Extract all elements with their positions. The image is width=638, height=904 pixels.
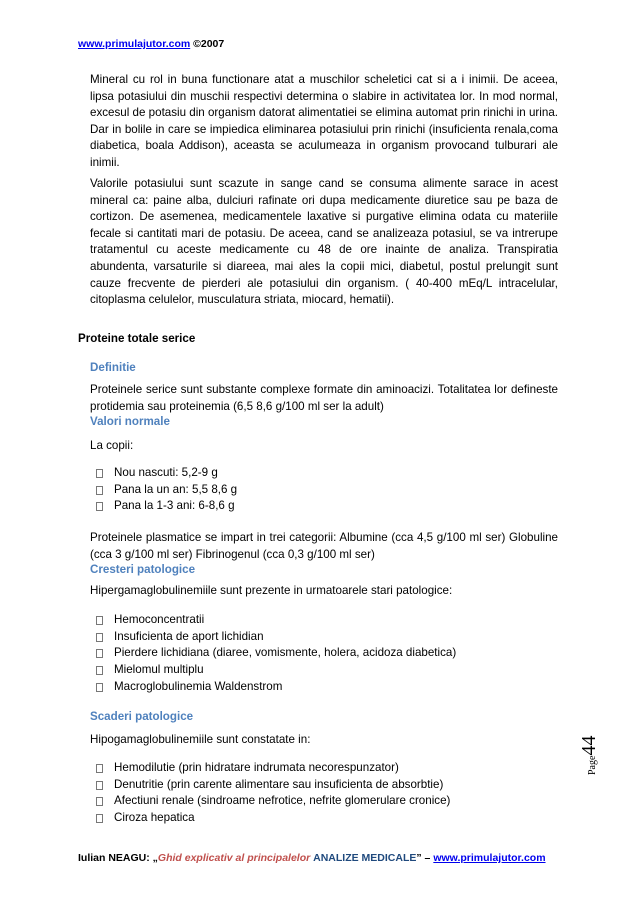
header-copyright: ©2007 bbox=[190, 38, 225, 50]
bullet-box-icon bbox=[96, 797, 103, 806]
list-item: Ciroza hepatica bbox=[90, 810, 450, 827]
bullet-box-icon bbox=[96, 683, 103, 692]
page-footer bbox=[78, 852, 546, 864]
header-site-link[interactable]: www.primulajutor.com bbox=[78, 38, 191, 50]
list-item: Macroglobulinemia Waldenstrom bbox=[90, 679, 456, 696]
list-item: Denutritie (prin carente alimentare sau insuficienta de absorbtie) bbox=[90, 777, 450, 794]
list-item: Hemoconcentratii bbox=[90, 612, 456, 629]
definitie-heading: Definitie bbox=[90, 361, 136, 374]
bullet-box-icon bbox=[96, 469, 103, 478]
scaderi-heading: Scaderi patologice bbox=[90, 710, 194, 723]
page-word: Page bbox=[587, 755, 598, 775]
bullet-box-icon bbox=[96, 666, 103, 675]
bullet-box-icon bbox=[96, 502, 103, 511]
footer-closing: ” – bbox=[416, 852, 434, 864]
list-item: Insuficienta de aport lichidian bbox=[90, 629, 456, 646]
bullet-box-icon bbox=[96, 633, 103, 642]
page-header bbox=[78, 38, 224, 50]
bullet-box-icon bbox=[96, 649, 103, 658]
list-item: Pierdere lichidiana (diaree, vomismente, holera, acidoza diabetica) bbox=[90, 645, 456, 662]
list-item: Nou nascuti: 5,2-9 g bbox=[90, 465, 237, 482]
page-number-value: 44 bbox=[578, 735, 600, 756]
bullet-box-icon bbox=[96, 764, 103, 773]
intro-paragraph-1: Mineral cu rol in buna functionare atat a muschilor scheletici cat si a i inimii. De aceea, lipsa potasiului din muschii respectivi determina o slabire in activitatea lor. In mod normal, excesul de potasiu din organism datorat alimentatiei se elimina automat prin rinichi in urina. Dar in bolile in care se impiedica eliminarea potasiului prin rinichi (insuficienta renala,coma diabetica, boala Addison), aceasta se aculumeaza in organism provocand tulburari ale inimii. bbox=[90, 73, 558, 169]
bullet-box-icon bbox=[96, 486, 103, 495]
definitie-text: Proteinele serice sunt substante complexe formate din aminoacizi. Totalitatea lor defineste protidemia sau proteinemia (6,5 8,6 g/100 ml ser la adult) bbox=[90, 383, 558, 413]
cresteri-list bbox=[90, 612, 456, 695]
list-item: Mielomul multiplu bbox=[90, 662, 456, 679]
scaderi-intro: Hipogamaglobulinemiile sunt constatate in: bbox=[90, 733, 311, 746]
page-number bbox=[578, 715, 638, 775]
cresteri-heading: Cresteri patologice bbox=[90, 563, 196, 576]
bullet-box-icon bbox=[96, 814, 103, 823]
list-item: Pana la un an: 5,5 8,6 g bbox=[90, 482, 237, 499]
footer-author: Iulian NEAGU: „ bbox=[78, 852, 158, 864]
footer-title-italic: Ghid explicativ al principalelor bbox=[157, 852, 314, 864]
list-item: Afectiuni renale (sindroame nefrotice, nefrite glomerulare cronice) bbox=[90, 793, 450, 810]
footer-title-caps: ANALIZE MEDICALE bbox=[313, 852, 417, 864]
bullet-box-icon bbox=[96, 616, 103, 625]
intro-paragraph-2: Valorile potasiului sunt scazute in sange cand se consuma alimente sarace in acest mineral ca: paine alba, dulciuri rafinate ori dupa medicamente diuretice sau pe baza de cortizon. De asemenea, medicamentele laxative si purgative elimina odata cu materiile fecale si cantitati mari de potasiu. De aceea, cand se analizeaza potasiul, se va intrerupe tratamentul cu aceste medicamente cu 48 de ore inainte de analiza. Transpiratia abundenta, varsaturile si diareea, mai ales la copii mici, diabetul, postul prelungit sunt cauze frecvente de pierderi ale potasiului din organism. ( 40-400 mEq/L intracelular, citoplasma celulelor, musculatura striata, miocard, hematii). bbox=[90, 177, 558, 307]
bullet-box-icon bbox=[96, 781, 103, 790]
valori-heading: Valori normale bbox=[90, 415, 170, 428]
list-item: Pana la 1-3 ani: 6-8,6 g bbox=[90, 498, 237, 515]
copii-label: La copii: bbox=[90, 439, 134, 452]
footer-site-link[interactable]: www.primulajutor.com bbox=[433, 852, 546, 864]
list-item: Hemodilutie (prin hidratare indrumata necorespunzator) bbox=[90, 760, 450, 777]
section-title: Proteine totale serice bbox=[78, 332, 196, 345]
copii-list bbox=[90, 465, 237, 515]
categorii-text: Proteinele plasmatice se impart in trei categorii: Albumine (cca 4,5 g/100 ml ser) Globuline (cca 3 g/100 ml ser) Fibrinogenul (cca 0,3 g/100 ml ser) bbox=[90, 531, 558, 561]
scaderi-list bbox=[90, 760, 450, 827]
cresteri-intro: Hipergamaglobulinemiile sunt prezente in urmatoarele stari patologice: bbox=[90, 584, 453, 597]
